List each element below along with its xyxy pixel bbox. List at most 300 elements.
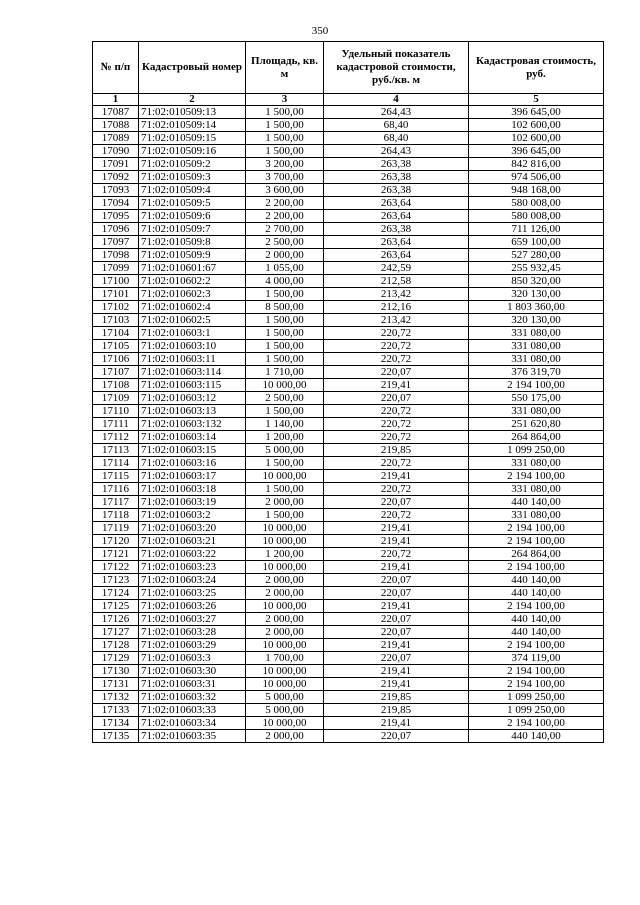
table-row [93, 379, 604, 392]
area-cell: 10 000,00 [246, 470, 324, 483]
row-number-cell: 17098 [93, 249, 139, 262]
row-number-cell: 17132 [93, 691, 139, 704]
column-number: 1 [93, 94, 139, 106]
unit-value-cell: 220,07 [324, 613, 469, 626]
cadastral-number-cell: 71:02:010603:28 [139, 626, 246, 639]
table-row [93, 496, 604, 509]
unit-value-cell: 219,41 [324, 535, 469, 548]
unit-value-cell: 220,72 [324, 483, 469, 496]
area-cell: 10 000,00 [246, 561, 324, 574]
row-number-cell: 17105 [93, 340, 139, 353]
table-row [93, 613, 604, 626]
cadastral-number-cell: 71:02:010603:19 [139, 496, 246, 509]
table-row [93, 106, 604, 119]
area-cell: 2 200,00 [246, 197, 324, 210]
unit-value-cell: 263,64 [324, 197, 469, 210]
row-number-cell: 17124 [93, 587, 139, 600]
cadastral-value-cell: 2 194 100,00 [469, 522, 604, 535]
unit-value-cell: 219,41 [324, 639, 469, 652]
cadastral-value-cell: 102 600,00 [469, 119, 604, 132]
table-row [93, 405, 604, 418]
cadastral-number-cell: 71:02:010603:2 [139, 509, 246, 522]
table-row [93, 171, 604, 184]
cadastral-value-cell: 711 126,00 [469, 223, 604, 236]
table-row [93, 210, 604, 223]
unit-value-cell: 264,43 [324, 145, 469, 158]
table-row [93, 678, 604, 691]
area-cell: 10 000,00 [246, 639, 324, 652]
area-cell: 10 000,00 [246, 535, 324, 548]
row-number-cell: 17122 [93, 561, 139, 574]
unit-value-cell: 220,07 [324, 574, 469, 587]
table-row [93, 262, 604, 275]
unit-value-cell: 220,07 [324, 587, 469, 600]
cadastral-value-cell: 1 099 250,00 [469, 444, 604, 457]
cadastral-value-cell: 2 194 100,00 [469, 639, 604, 652]
area-cell: 8 500,00 [246, 301, 324, 314]
row-number-cell: 17116 [93, 483, 139, 496]
table-row [93, 652, 604, 665]
area-cell: 1 500,00 [246, 457, 324, 470]
row-number-cell: 17091 [93, 158, 139, 171]
cadastral-value-cell: 550 175,00 [469, 392, 604, 405]
column-number: 5 [469, 94, 604, 106]
cadastral-value-cell: 842 816,00 [469, 158, 604, 171]
header-row [93, 42, 604, 94]
area-cell: 3 700,00 [246, 171, 324, 184]
cadastral-value-cell: 2 194 100,00 [469, 600, 604, 613]
area-cell: 1 500,00 [246, 509, 324, 522]
unit-value-cell: 220,07 [324, 392, 469, 405]
table-row [93, 119, 604, 132]
area-cell: 2 000,00 [246, 249, 324, 262]
unit-value-cell: 220,07 [324, 366, 469, 379]
row-number-cell: 17100 [93, 275, 139, 288]
table-row [93, 158, 604, 171]
table-row [93, 340, 604, 353]
table-row [93, 353, 604, 366]
cadastral-value-cell: 331 080,00 [469, 509, 604, 522]
row-number-cell: 17099 [93, 262, 139, 275]
cadastral-number-cell: 71:02:010603:132 [139, 418, 246, 431]
row-number-cell: 17090 [93, 145, 139, 158]
unit-value-cell: 212,16 [324, 301, 469, 314]
cadastral-value-cell: 331 080,00 [469, 405, 604, 418]
unit-value-cell: 263,38 [324, 184, 469, 197]
cadastral-value-cell: 374 119,00 [469, 652, 604, 665]
cadastral-number-cell: 71:02:010509:5 [139, 197, 246, 210]
cadastral-number-cell: 71:02:010509:14 [139, 119, 246, 132]
cadastral-value-cell: 850 320,00 [469, 275, 604, 288]
cadastral-value-cell: 948 168,00 [469, 184, 604, 197]
row-number-cell: 17119 [93, 522, 139, 535]
area-cell: 10 000,00 [246, 665, 324, 678]
table-row [93, 457, 604, 470]
row-number-cell: 17127 [93, 626, 139, 639]
area-cell: 2 000,00 [246, 613, 324, 626]
unit-value-cell: 220,07 [324, 496, 469, 509]
area-cell: 10 000,00 [246, 522, 324, 535]
area-cell: 10 000,00 [246, 379, 324, 392]
row-number-cell: 17115 [93, 470, 139, 483]
row-number-cell: 17094 [93, 197, 139, 210]
row-number-cell: 17087 [93, 106, 139, 119]
table-row [93, 288, 604, 301]
unit-value-cell: 263,64 [324, 210, 469, 223]
row-number-cell: 17102 [93, 301, 139, 314]
unit-value-cell: 220,72 [324, 431, 469, 444]
area-cell: 2 500,00 [246, 392, 324, 405]
cadastral-value-cell: 2 194 100,00 [469, 717, 604, 730]
table-row [93, 665, 604, 678]
cadastral-number-cell: 71:02:010509:9 [139, 249, 246, 262]
area-cell: 1 500,00 [246, 405, 324, 418]
table-row [93, 730, 604, 743]
cadastral-number-cell: 71:02:010603:23 [139, 561, 246, 574]
row-number-cell: 17092 [93, 171, 139, 184]
cadastral-number-cell: 71:02:010603:12 [139, 392, 246, 405]
cadastral-value-cell: 2 194 100,00 [469, 470, 604, 483]
area-cell: 2 000,00 [246, 730, 324, 743]
column-number-row [93, 94, 604, 106]
unit-value-cell: 219,41 [324, 665, 469, 678]
cadastral-number-cell: 71:02:010509:15 [139, 132, 246, 145]
cadastral-value-cell: 2 194 100,00 [469, 665, 604, 678]
table-row [93, 197, 604, 210]
cadastral-value-cell: 440 140,00 [469, 574, 604, 587]
cadastral-value-cell: 331 080,00 [469, 340, 604, 353]
area-cell: 5 000,00 [246, 704, 324, 717]
table-row [93, 717, 604, 730]
table-row [93, 236, 604, 249]
row-number-cell: 17095 [93, 210, 139, 223]
cadastral-number-cell: 71:02:010603:26 [139, 600, 246, 613]
cadastral-value-cell: 331 080,00 [469, 353, 604, 366]
area-cell: 1 140,00 [246, 418, 324, 431]
row-number-cell: 17123 [93, 574, 139, 587]
cadastral-number-cell: 71:02:010509:7 [139, 223, 246, 236]
cadastral-number-cell: 71:02:010603:27 [139, 613, 246, 626]
row-number-cell: 17114 [93, 457, 139, 470]
column-number: 4 [324, 94, 469, 106]
row-number-cell: 17104 [93, 327, 139, 340]
cadastral-value-cell: 2 194 100,00 [469, 379, 604, 392]
unit-value-cell: 213,42 [324, 288, 469, 301]
row-number-cell: 17131 [93, 678, 139, 691]
cadastral-number-cell: 71:02:010509:2 [139, 158, 246, 171]
cadastral-value-cell: 440 140,00 [469, 626, 604, 639]
unit-value-cell: 213,42 [324, 314, 469, 327]
table-row [93, 483, 604, 496]
area-cell: 2 000,00 [246, 574, 324, 587]
cadastral-number-cell: 71:02:010603:1 [139, 327, 246, 340]
table-row [93, 574, 604, 587]
cadastral-number-cell: 71:02:010603:22 [139, 548, 246, 561]
area-cell: 1 055,00 [246, 262, 324, 275]
cadastral-value-cell: 440 140,00 [469, 613, 604, 626]
table-row [93, 626, 604, 639]
area-cell: 2 500,00 [246, 236, 324, 249]
cadastral-number-cell: 71:02:010603:35 [139, 730, 246, 743]
row-number-cell: 17096 [93, 223, 139, 236]
cadastral-number-cell: 71:02:010603:16 [139, 457, 246, 470]
unit-value-cell: 220,72 [324, 509, 469, 522]
cadastral-number-cell: 71:02:010509:16 [139, 145, 246, 158]
row-number-cell: 17134 [93, 717, 139, 730]
table-row [93, 431, 604, 444]
row-number-cell: 17089 [93, 132, 139, 145]
area-cell: 1 500,00 [246, 145, 324, 158]
unit-value-cell: 219,41 [324, 678, 469, 691]
cadastral-number-cell: 71:02:010603:3 [139, 652, 246, 665]
area-cell: 1 500,00 [246, 119, 324, 132]
unit-value-cell: 220,72 [324, 405, 469, 418]
unit-value-cell: 219,41 [324, 522, 469, 535]
unit-value-cell: 220,72 [324, 457, 469, 470]
cadastral-value-cell: 440 140,00 [469, 496, 604, 509]
header-row-number: № п/п [93, 42, 139, 94]
table-row [93, 509, 604, 522]
row-number-cell: 17125 [93, 600, 139, 613]
area-cell: 5 000,00 [246, 444, 324, 457]
area-cell: 1 500,00 [246, 106, 324, 119]
page-number: 350 [311, 25, 329, 37]
row-number-cell: 17103 [93, 314, 139, 327]
unit-value-cell: 220,72 [324, 353, 469, 366]
cadastral-number-cell: 71:02:010603:11 [139, 353, 246, 366]
row-number-cell: 17108 [93, 379, 139, 392]
area-cell: 2 200,00 [246, 210, 324, 223]
table-row [93, 600, 604, 613]
unit-value-cell: 242,59 [324, 262, 469, 275]
row-number-cell: 17118 [93, 509, 139, 522]
cadastral-number-cell: 71:02:010603:18 [139, 483, 246, 496]
table-row [93, 301, 604, 314]
unit-value-cell: 263,38 [324, 223, 469, 236]
area-cell: 1 500,00 [246, 314, 324, 327]
cadastral-value-cell: 264 864,00 [469, 548, 604, 561]
table-row [93, 366, 604, 379]
cadastral-value-cell: 2 194 100,00 [469, 561, 604, 574]
row-number-cell: 17120 [93, 535, 139, 548]
cadastral-number-cell: 71:02:010509:3 [139, 171, 246, 184]
column-number: 2 [139, 94, 246, 106]
cadastral-number-cell: 71:02:010603:29 [139, 639, 246, 652]
cadastral-value-cell: 376 319,70 [469, 366, 604, 379]
row-number-cell: 17106 [93, 353, 139, 366]
cadastral-value-cell: 1 099 250,00 [469, 704, 604, 717]
table-row [93, 418, 604, 431]
cadastral-value-cell: 264 864,00 [469, 431, 604, 444]
table-row [93, 548, 604, 561]
cadastral-number-cell: 71:02:010602:4 [139, 301, 246, 314]
cadastral-number-cell: 71:02:010603:13 [139, 405, 246, 418]
cadastral-value-cell: 331 080,00 [469, 457, 604, 470]
cadastral-number-cell: 71:02:010603:30 [139, 665, 246, 678]
table-row [93, 561, 604, 574]
cadastral-value-cell: 396 645,00 [469, 106, 604, 119]
cadastral-number-cell: 71:02:010603:24 [139, 574, 246, 587]
table-row [93, 249, 604, 262]
unit-value-cell: 219,85 [324, 444, 469, 457]
unit-value-cell: 219,85 [324, 704, 469, 717]
area-cell: 4 000,00 [246, 275, 324, 288]
row-number-cell: 17097 [93, 236, 139, 249]
row-number-cell: 17117 [93, 496, 139, 509]
cadastral-value-cell: 1 099 250,00 [469, 691, 604, 704]
table-row [93, 327, 604, 340]
cadastral-value-cell: 2 194 100,00 [469, 535, 604, 548]
cadastral-value-cell: 527 280,00 [469, 249, 604, 262]
table-row [93, 704, 604, 717]
area-cell: 1 500,00 [246, 483, 324, 496]
cadastral-number-cell: 71:02:010603:17 [139, 470, 246, 483]
unit-value-cell: 219,41 [324, 561, 469, 574]
cadastral-value-cell: 320 130,00 [469, 314, 604, 327]
cadastral-value-cell: 440 140,00 [469, 730, 604, 743]
unit-value-cell: 264,43 [324, 106, 469, 119]
area-cell: 1 200,00 [246, 431, 324, 444]
table-row [93, 522, 604, 535]
header-cadastral-value: Кадастровая стоимость, руб. [469, 42, 604, 94]
row-number-cell: 17133 [93, 704, 139, 717]
area-cell: 10 000,00 [246, 600, 324, 613]
cadastral-number-cell: 71:02:010603:10 [139, 340, 246, 353]
cadastral-value-cell: 320 130,00 [469, 288, 604, 301]
cadastral-value-cell: 255 932,45 [469, 262, 604, 275]
header-unit-value: Удельный показатель кадастровой стоимости, руб./кв. м [324, 42, 469, 94]
area-cell: 1 500,00 [246, 340, 324, 353]
area-cell: 1 500,00 [246, 353, 324, 366]
unit-value-cell: 219,41 [324, 717, 469, 730]
cadastral-value-cell: 331 080,00 [469, 483, 604, 496]
area-cell: 10 000,00 [246, 678, 324, 691]
cadastral-number-cell: 71:02:010603:114 [139, 366, 246, 379]
cadastral-number-cell: 71:02:010602:2 [139, 275, 246, 288]
area-cell: 1 500,00 [246, 132, 324, 145]
column-number: 3 [246, 94, 324, 106]
table-row [93, 145, 604, 158]
row-number-cell: 17107 [93, 366, 139, 379]
cadastral-value-cell: 580 008,00 [469, 197, 604, 210]
cadastral-value-cell: 331 080,00 [469, 327, 604, 340]
area-cell: 2 000,00 [246, 496, 324, 509]
table-row [93, 444, 604, 457]
table-row [93, 639, 604, 652]
row-number-cell: 17112 [93, 431, 139, 444]
cadastral-number-cell: 71:02:010602:5 [139, 314, 246, 327]
area-cell: 5 000,00 [246, 691, 324, 704]
row-number-cell: 17109 [93, 392, 139, 405]
row-number-cell: 17130 [93, 665, 139, 678]
table-row [93, 392, 604, 405]
header-area: Площадь, кв. м [246, 42, 324, 94]
unit-value-cell: 219,41 [324, 470, 469, 483]
area-cell: 10 000,00 [246, 717, 324, 730]
cadastral-value-cell: 440 140,00 [469, 587, 604, 600]
cadastral-number-cell: 71:02:010603:32 [139, 691, 246, 704]
unit-value-cell: 219,85 [324, 691, 469, 704]
table-row [93, 691, 604, 704]
cadastral-number-cell: 71:02:010603:15 [139, 444, 246, 457]
table-row [93, 275, 604, 288]
cadastral-number-cell: 71:02:010603:34 [139, 717, 246, 730]
unit-value-cell: 212,58 [324, 275, 469, 288]
unit-value-cell: 220,07 [324, 652, 469, 665]
area-cell: 3 200,00 [246, 158, 324, 171]
cadastral-number-cell: 71:02:010603:33 [139, 704, 246, 717]
cadastral-value-cell: 251 620,80 [469, 418, 604, 431]
table-row [93, 535, 604, 548]
cadastral-number-cell: 71:02:010603:25 [139, 587, 246, 600]
unit-value-cell: 68,40 [324, 132, 469, 145]
table-row [93, 314, 604, 327]
unit-value-cell: 220,07 [324, 730, 469, 743]
cadastral-value-cell: 396 645,00 [469, 145, 604, 158]
area-cell: 1 200,00 [246, 548, 324, 561]
area-cell: 1 700,00 [246, 652, 324, 665]
unit-value-cell: 263,64 [324, 249, 469, 262]
area-cell: 1 710,00 [246, 366, 324, 379]
unit-value-cell: 220,72 [324, 548, 469, 561]
row-number-cell: 17121 [93, 548, 139, 561]
row-number-cell: 17101 [93, 288, 139, 301]
area-cell: 2 000,00 [246, 587, 324, 600]
table-row [93, 184, 604, 197]
table-row [93, 223, 604, 236]
area-cell: 1 500,00 [246, 288, 324, 301]
unit-value-cell: 220,07 [324, 626, 469, 639]
table-row [93, 587, 604, 600]
cadastral-number-cell: 71:02:010603:14 [139, 431, 246, 444]
row-number-cell: 17126 [93, 613, 139, 626]
cadastral-number-cell: 71:02:010603:31 [139, 678, 246, 691]
cadastral-value-cell: 974 506,00 [469, 171, 604, 184]
area-cell: 2 700,00 [246, 223, 324, 236]
cadastral-table [92, 41, 604, 743]
unit-value-cell: 219,41 [324, 379, 469, 392]
row-number-cell: 17128 [93, 639, 139, 652]
cadastral-number-cell: 71:02:010603:21 [139, 535, 246, 548]
cadastral-number-cell: 71:02:010601:67 [139, 262, 246, 275]
unit-value-cell: 220,72 [324, 418, 469, 431]
row-number-cell: 17113 [93, 444, 139, 457]
table-row [93, 470, 604, 483]
row-number-cell: 17110 [93, 405, 139, 418]
unit-value-cell: 68,40 [324, 119, 469, 132]
header-cadastral-number: Кадастровый номер [139, 42, 246, 94]
unit-value-cell: 219,41 [324, 600, 469, 613]
unit-value-cell: 220,72 [324, 340, 469, 353]
unit-value-cell: 263,64 [324, 236, 469, 249]
row-number-cell: 17111 [93, 418, 139, 431]
cadastral-value-cell: 580 008,00 [469, 210, 604, 223]
table-row [93, 132, 604, 145]
cadastral-number-cell: 71:02:010509:4 [139, 184, 246, 197]
row-number-cell: 17093 [93, 184, 139, 197]
cadastral-number-cell: 71:02:010602:3 [139, 288, 246, 301]
cadastral-number-cell: 71:02:010603:20 [139, 522, 246, 535]
cadastral-number-cell: 71:02:010509:8 [139, 236, 246, 249]
cadastral-number-cell: 71:02:010603:115 [139, 379, 246, 392]
row-number-cell: 17088 [93, 119, 139, 132]
row-number-cell: 17135 [93, 730, 139, 743]
cadastral-number-cell: 71:02:010509:13 [139, 106, 246, 119]
area-cell: 2 000,00 [246, 626, 324, 639]
unit-value-cell: 263,38 [324, 171, 469, 184]
cadastral-value-cell: 1 803 360,00 [469, 301, 604, 314]
unit-value-cell: 220,72 [324, 327, 469, 340]
